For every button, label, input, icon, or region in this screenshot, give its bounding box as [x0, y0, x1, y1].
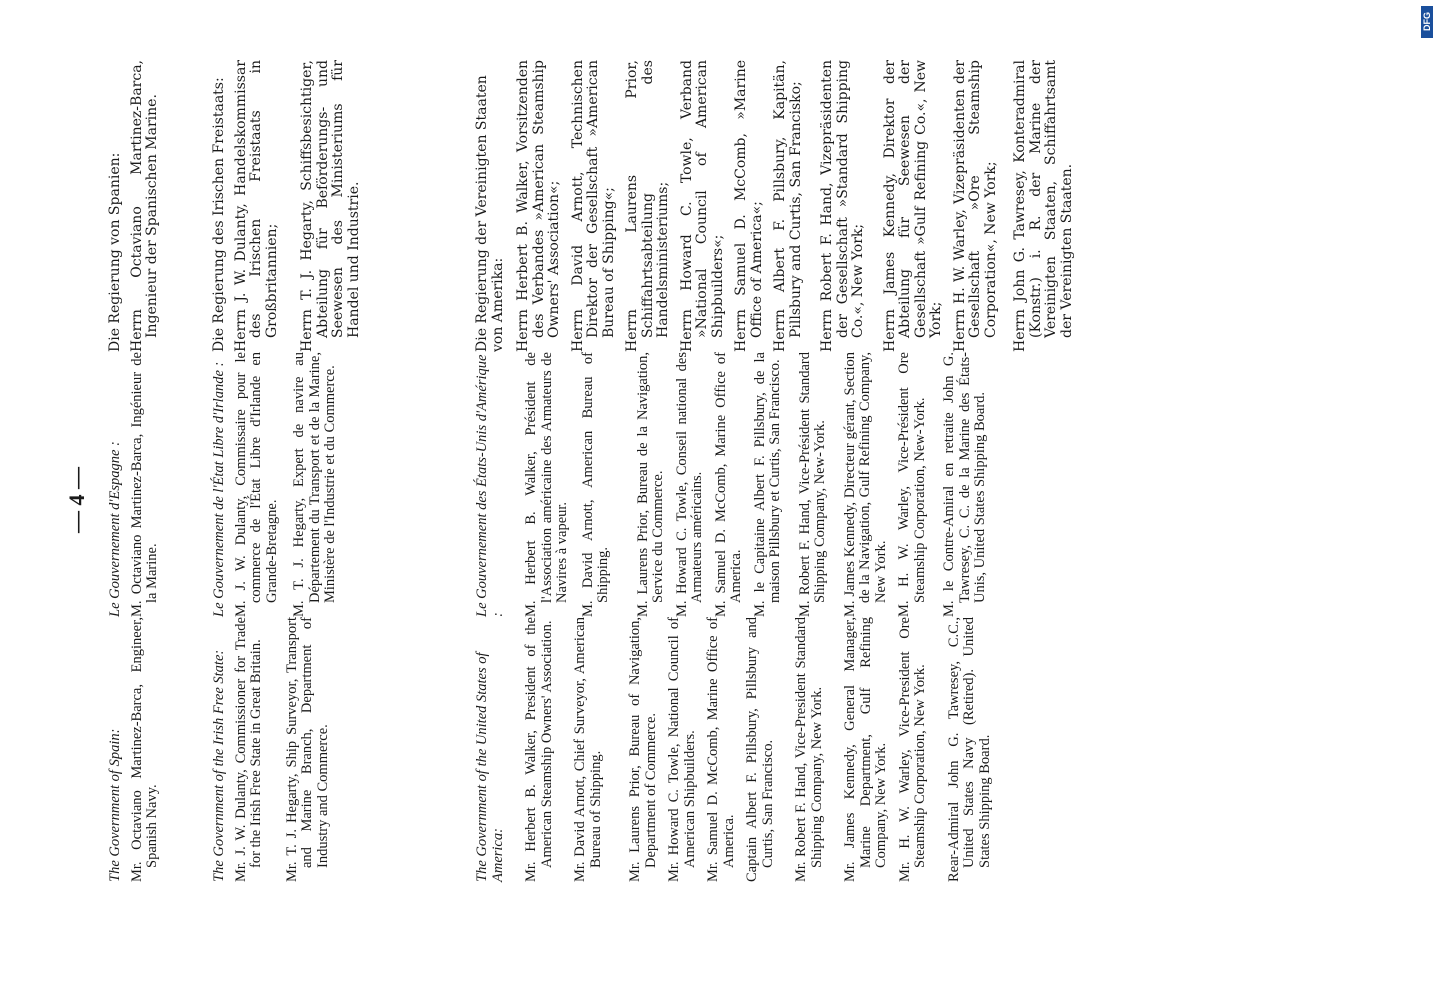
section-heading: Le Gouvernement de l'État Libre d'Irlande :: [211, 361, 227, 617]
delegate-entry: Rear-Admiral John G. Tawresey, C.C., United States Navy (Retired). United States Shipping Board.: [945, 617, 993, 882]
delegate-entry: Mr. James Kennedy, General Manager, Marine Department, Gulf Refining Company, New York.: [842, 617, 889, 882]
watermark-text: [1418, 0, 1434, 390]
delegate-entry: M. Laurens Prior, Bureau de la Navigation, Service du Commerce.: [634, 352, 666, 617]
section-heading: Le Gouvernement des États-Unis d'Amérique :: [474, 354, 506, 617]
delegate-entry: Herrn Albert F. Pillsbury, Kapitän, Pillsbury and Curtis, San Francisko;: [772, 60, 804, 352]
section-heading: Die Regierung des Irischen Freistaats:: [211, 77, 227, 352]
delegate-entry: Herrn Octaviano Martinez-Barca, Ingenieur der Spanischen Marine.: [128, 60, 160, 352]
delegate-entry: Herrn H. W. Warley, Vizepräsidenten der Gesellschaft »Ore Steamship Corporation«, New York;: [951, 60, 999, 352]
section-irish-free-state: [212, 352, 339, 617]
delegate-entry: Herrn David Arnott, Technischen Direktor der Gesellschaft »American Bureau of Shipping«;: [569, 60, 617, 352]
delegate-entry: M. H. W. Warley, Vice-Président Ore Steamship Corporation, New-York.: [896, 352, 928, 617]
digitization-watermark: [1415, 0, 1433, 1000]
delegate-entry: Captain Albert F. Pillsbury, Pillsbury and Curtis, San Francisco.: [744, 617, 776, 882]
section-heading: Die Regierung von Spanien:: [107, 152, 123, 352]
delegate-entry: M. David Arnott, American Bureau of Shipping.: [579, 352, 611, 617]
delegate-entry: M. le Contre-Amiral en retraite John G. Tawresey, C. C. de la Marine des États-Unis, United States Shipping Board.: [941, 352, 988, 617]
delegate-entry: Mr. David Arnott, Chief Surveyor, American Bureau of Shipping.: [572, 617, 604, 882]
delegate-entry: Mr. Robert F. Hand, Vice-President Standard Shipping Company, New York.: [793, 617, 825, 882]
section-spain: [108, 60, 161, 352]
delegate-entry: M. Octaviano Martinez-Barca, Ingénieur de la Marine.: [128, 352, 160, 617]
section-irish-free-state: [212, 617, 331, 882]
delegate-entry: Herrn Samuel D. McComb, »Marine Office of America«;: [733, 60, 765, 352]
delegate-entry: Mr. Howard C. Towle, National Council of American Shipbuilders.: [666, 617, 698, 882]
delegate-entry: Mr. Herbert B. Walker, President of the American Steamship Owners' Association.: [523, 617, 555, 882]
section-heading: The Government of Spain:: [107, 728, 123, 882]
section-spain: [108, 617, 161, 882]
section-heading: The Government of the United States of America:: [474, 652, 506, 882]
section-irish-free-state: [212, 60, 362, 352]
delegate-entry: M. Robert F. Hand, Vice-Président Standard Shipping Company, New-York.: [796, 352, 828, 617]
delegate-entry: Herrn Howard C. Towle, Verband »National Council of American Shipbuilders«;: [678, 60, 726, 352]
section-heading: Die Regierung der Vereinigten Staaten von Amerika:: [474, 75, 506, 352]
delegate-entry: Herrn Robert F. Hand, Vizepräsidenten der Gesellschaft »Standard Shipping Co.«, New York;: [819, 60, 866, 352]
delegate-entry: Herrn Laurens Prior, Schiffahrtsabteilung des Handelsministeriums;: [624, 60, 671, 352]
delegate-entry: M. Herbert B. Walker, Président de l'Association américaine des Armateurs de Navires à vapeur.: [523, 352, 570, 617]
delegate-entry: Herrn J. W. Dulanty, Handelskommissar des Irischen Freistaats in Großbritannien;: [232, 60, 280, 352]
delegate-entry: Mr. Octaviano Martinez-Barca, Engineer, Spanish Navy.: [128, 617, 160, 882]
section-united-states: [475, 617, 993, 882]
dfg-logo: DFG: [1421, 6, 1433, 38]
section-spain: [108, 352, 161, 617]
delegate-entry: M. Howard C. Towle, Conseil national des Armateurs américains.: [673, 352, 705, 617]
delegate-entry: Herrn T. J. Hegarty, Schiffsbesichtiger, Abteilung für Beförderungs- und Seewesen des Ministeriums für Handel und Industrie.: [299, 60, 362, 352]
section-united-states: [475, 352, 989, 617]
delegate-entry: M. T. J. Hegarty, Expert de navire au Département du Transport et de la Marine, Ministère de l'Industrie et du Commerce.: [291, 352, 338, 617]
delegate-entry: Herrn John G. Tawresey, Konteradmiral (Konstr.) i. R. der Marine der Vereinigten Staaten, Schiffahrtsamt der Vereinigten Staaten.: [1012, 60, 1075, 352]
delegate-entry: M. le Capitaine Albert F. Pillsbury, de la maison Pillsbury et Curtis, San Francisco.: [751, 352, 783, 617]
delegate-entry: Mr. H. W. Warley, Vice-President Ore Steamship Corporation, New York.: [896, 617, 928, 882]
section-united-states: [475, 60, 1075, 352]
delegate-entry: Mr. Samuel D. McComb, Marine Office of America.: [705, 617, 737, 882]
delegate-entry: M. J. W. Dulanty, Commissaire pour le commerce de l'État Libre d'Irlande en Grande-Bretagne.: [232, 352, 280, 617]
page-number: — 4 —: [64, 467, 89, 533]
delegate-entry: Mr. J. W. Dulanty, Commissioner for Trade for the Irish Free State in Great Britain.: [232, 617, 264, 882]
delegate-entry: Mr. T. J. Hegarty, Ship Surveyor, Transport and Marine Branch, Department of Industry and Commerce.: [283, 617, 331, 882]
delegate-entry: M. James Kennedy, Directeur gérant, Section de la Navigation, Gulf Refining Company, New York.: [841, 352, 889, 617]
delegate-entry: M. Samuel D. McComb, Marine Office of America.: [712, 352, 744, 617]
section-heading: Le Gouvernement d'Espagne :: [107, 441, 123, 617]
delegate-entry: Herrn James Kennedy, Direktor der Abteilung für Seewesen der Gesellschaft »Gulf Refining Co.«, New York;: [881, 60, 944, 352]
delegate-entry: Mr. Laurens Prior, Bureau of Navigation, Department of Commerce.: [627, 617, 659, 882]
delegate-entry: Herrn Herbert B. Walker, Vorsitzenden des Verbandes »American Steamship Owners' Association«;: [515, 60, 562, 352]
section-heading: The Government of the Irish Free State:: [211, 649, 227, 882]
